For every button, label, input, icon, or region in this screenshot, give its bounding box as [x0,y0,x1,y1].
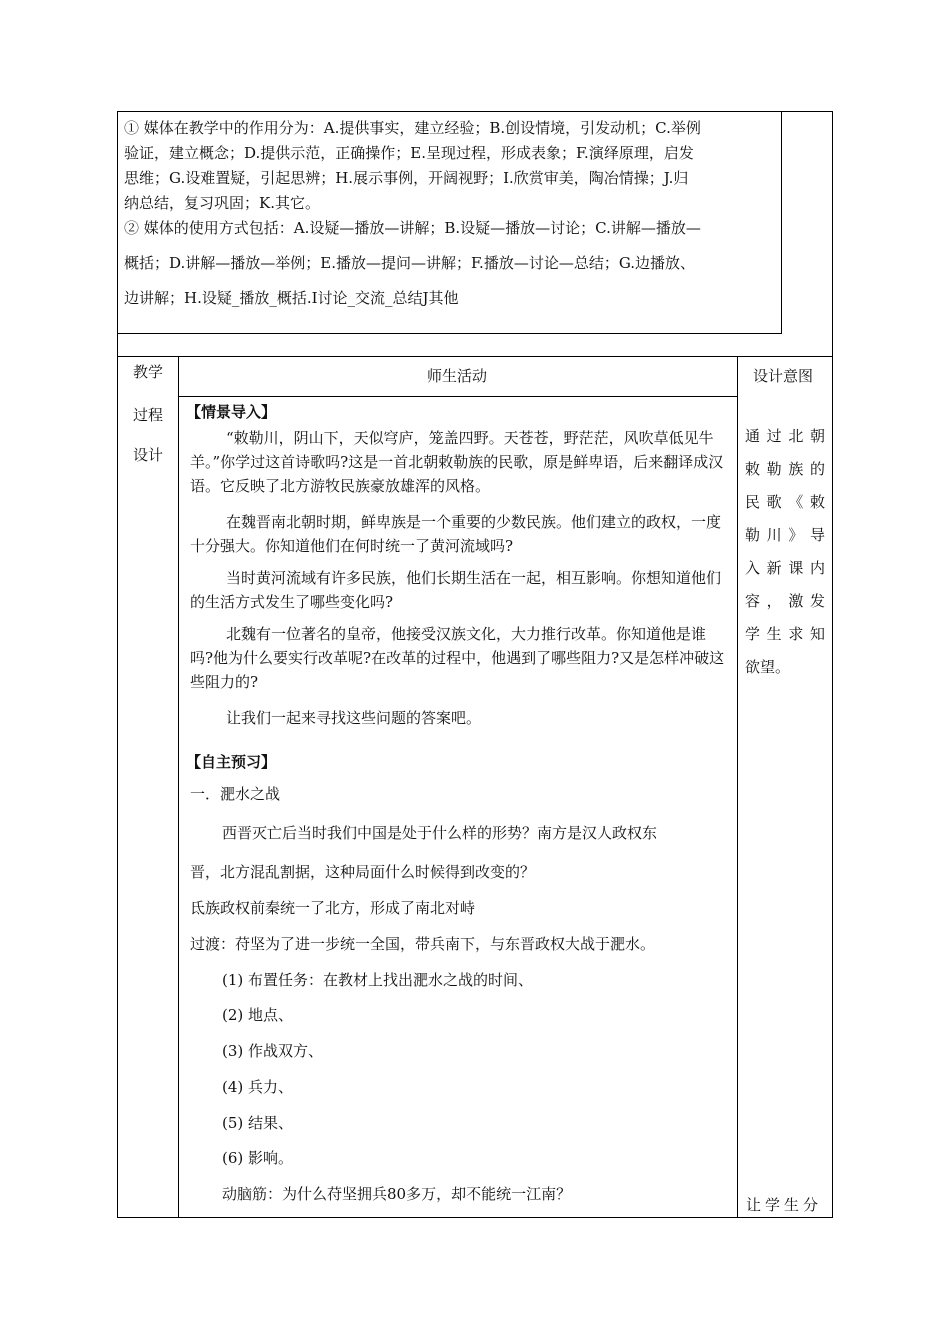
intro-para: “敕勒川，阴山下，天似穹庐，笼盖四野。天苍苍，野茫茫，风吹草低见牛羊。”你学过这首诗歌吗?这是一首北朝敕勒族的民歌，原是鲜卑语，后来翻译成汉语。它反映了北方游牧民族豪放雄浑的风格。 [190,429,724,495]
intro-para: 在魏晋南北朝时期，鲜卑族是一个重要的少数民族。他们建立的政权，一度十分强大。你知道他们在何时统一了黄河流域吗? [190,513,722,555]
intro-para: 让我们一起来寻找这些问题的答案吧。 [226,709,482,727]
table-header-bottom-border [178,396,738,397]
design-intent [745,420,825,684]
media-line: ① 媒体在教学中的作用分为：A.提供事实，建立经验；B.创设情境，引发动机；C.举例 [124,119,701,137]
intent-line: 入新课内 [745,559,825,577]
media-usage-notes [124,116,776,311]
intro-para: 当时黄河流域有许多民族，他们长期生活在一起，相互影响。你想知道他们的生活方式发生了哪些变化吗? [190,569,722,611]
media-box-inner-right-border [781,111,782,333]
media-line: 概括；D.讲解—播放—举例；E.播放—提问—讲解；F.播放—讨论—总结；G.边播放、 [124,254,696,272]
brain-teaser: 动脑筋：为什么苻坚拥兵80多万，却不能统一江南？ [222,1185,572,1203]
intro-heading: 【情景导入】 [186,403,277,421]
task-item: (1) 布置任务：在教材上找出淝水之战的时间、 [222,971,534,989]
media-line: 纳总结，复习巩固；K.其它。 [124,194,320,212]
media-box-inner-bottom-border [117,333,782,334]
task-item: (5) 结果、 [222,1114,294,1132]
question-line: 晋，北方混乱割据，这种局面什么时候得到改变的？ [190,863,536,881]
left-col-label-1: 教学 [133,363,164,381]
transition-line: 过渡：苻坚为了进一步统一全国，带兵南下，与东晋政权大战于淝水。 [190,935,656,953]
intent-bottom: 让学生分 [746,1196,823,1214]
intro-para: 北魏有一位著名的皇帝，他接受汉族文化，大力推行改革。你知道他是谁吗?他为什么要实行改革呢?在改革的过程中，他遇到了哪些阻力?又是怎样冲破这些阻力的? [190,625,725,691]
intent-line: 学生求知 [745,625,825,643]
table-outer-right-border [832,111,833,1218]
task-item: (4) 兵力、 [222,1078,294,1096]
qin-line: 氐族政权前秦统一了北方，形成了南北对峙 [190,899,476,917]
task-item: (3) 作战双方、 [222,1042,324,1060]
table-bottom-border [117,1217,833,1218]
left-col-label-3: 设计 [133,446,164,464]
header-activity: 师生活动 [427,367,488,385]
header-intent: 设计意图 [753,367,814,385]
media-box-top-border [117,111,832,112]
section-title: 一．淝水之战 [190,785,281,803]
media-line: 边讲解；H.设疑_播放_概括.I讨论_交流_总结J其他 [124,289,459,307]
intent-line: 欲望。 [745,658,791,676]
intent-line: 敕勒族的 [745,460,825,478]
table-col1-divider [178,356,179,1218]
question-line: 西晋灭亡后当时我们中国是处于什么样的形势？南方是汉人政权东 [222,824,658,842]
table-col2-divider [737,356,738,1218]
table-header-top-border [117,356,833,357]
intent-line: 容，激发 [745,592,825,610]
media-line: ② 媒体的使用方式包括：A.设疑—播放—讲解；B.设疑—播放—讨论；C.讲解—播放— [124,219,701,237]
preview-heading: 【自主预习】 [186,753,277,771]
intent-line: 通过北朝 [745,427,825,445]
intent-line: 勒川》导 [745,526,825,544]
left-col-label-2: 过程 [133,406,164,424]
task-item: (6) 影响。 [222,1149,294,1167]
task-item: (2) 地点、 [222,1006,294,1024]
intent-line: 民歌《敕 [745,493,825,511]
media-box-left-border [117,111,118,1218]
media-line: 验证，建立概念；D.提供示范，正确操作；E.呈现过程，形成表象；F.演绎原理，启发 [124,144,694,162]
media-line: 思维；G.设难置疑，引起思辨；H.展示事例，开阔视野；I.欣赏审美，陶冶情操；J.归 [124,169,689,187]
